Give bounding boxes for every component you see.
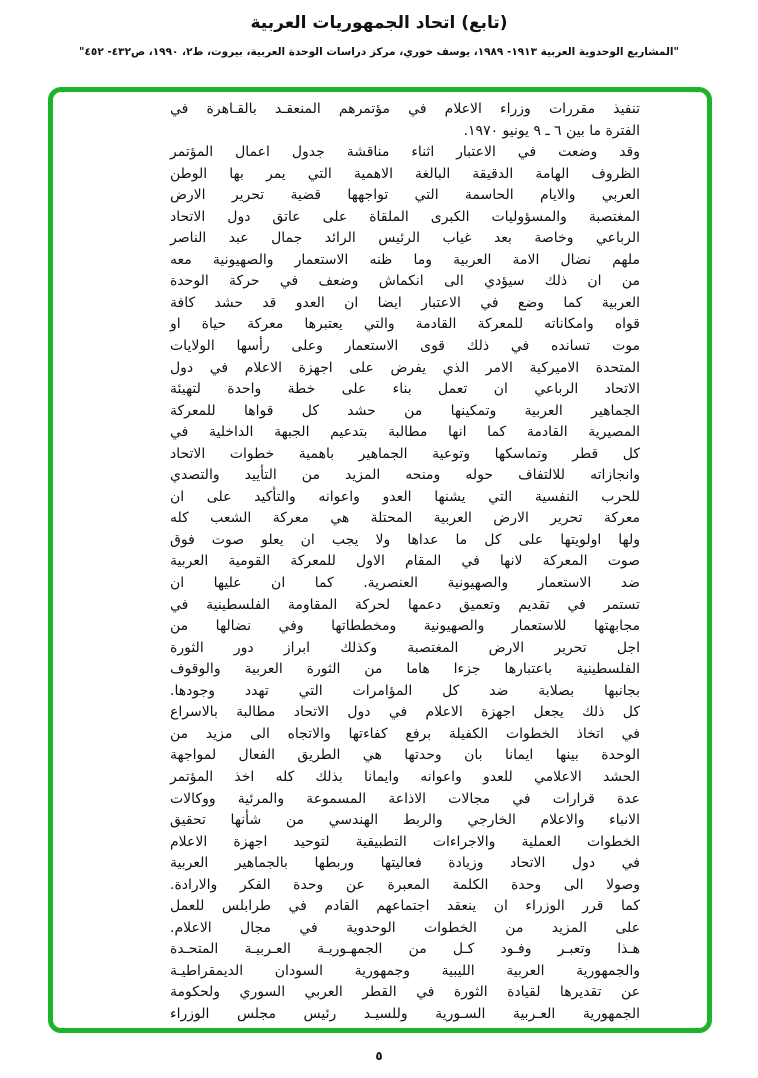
- text-line: الخطوات العملية والاجراءات التطبيقية لتوحيد اجهزة الاعلام: [170, 833, 640, 850]
- page-number: ٥: [375, 1049, 383, 1063]
- text-line: الحشد الاعلامي للعدو واعوانه وايمانا بذلك كله اخذ المؤتمر: [170, 768, 640, 785]
- text-line: بجانبها بصلابة ضد كل المؤامرات التي تهدد وجودها.: [170, 682, 640, 699]
- text-line: الجماهير العربية وتمكينها من حشد كل قواها للمعركة: [170, 402, 640, 419]
- text-line: معركة تحرير الارض العربية المحتلة هي معركة الشعب كله: [170, 510, 640, 527]
- text-line: تستمر في تقديم وتعميق دعمها لحركة المقاومة الفلسطينية في: [170, 596, 640, 613]
- text-line: وقد وضعت في الاعتبار اثناء مناقشة جدول اعمال المؤتمر: [170, 144, 640, 161]
- text-line: المتحدة الاميركية الامر الذي يفرض على اجهزة الاعلام في دول: [170, 359, 640, 376]
- body-text: [170, 99, 640, 1026]
- text-line: الفلسطينية باعتبارها جزءا هاما من الثورة العربية والوقوف: [170, 661, 640, 678]
- text-line: وانجازاته للالتفاف حوله ومنحه المزيد من التأييد والتصدي: [170, 467, 640, 484]
- text-line: صوت المعركة لانها في المقام الاول للمعركة القومية العربية: [170, 553, 640, 570]
- text-line: المصيرية القادمة كما انها مطالبة بتدعيم الجبهة الداخلية في: [170, 424, 640, 441]
- text-line: على المزيد من الخطوات الوحدوية في مجال الاعلام.: [170, 919, 640, 936]
- text-line: العربي والايام الحاسمة التي تواجهها قضية تحرير الارض: [170, 187, 640, 204]
- text-line: تنفيذ مقررات وزراء الاعلام في مؤتمرهم المنعقـد بالقـاهرة في: [170, 101, 640, 117]
- text-line: في اتخاذ الخطوات الكفيلة برفع كفاءتها والاتجاه الى مزيد من: [170, 725, 640, 742]
- text-line: عدة قرارات في مجالات الاذاعة المسموعة والمرئية ووكالات: [170, 790, 640, 807]
- text-line: ولها اولويتها على كل ما عداها ولا يجب ان يعلو صوت فوق: [170, 531, 640, 548]
- text-line: ملهم نضال الامة العربية وما ظنه الاستعمار والصهيونية معه: [170, 251, 640, 268]
- text-line: عن تقديرها لقيادة الثورة في القطر العربي السوري ولحكومة: [170, 984, 640, 1001]
- text-line: الجمهورية العـربية السـورية وللسيـد رئيس مجلس الوزراء: [170, 1005, 640, 1022]
- document-title: (تابع) اتحاد الجمهوريات العربية: [250, 13, 508, 33]
- text-line: والجمهورية العربية الليبية وجمهورية السودان الديمقراطيـة: [170, 962, 640, 979]
- text-line: كما قرر الوزراء ان ينعقد اجتماعهم القادم في طرابلس للعمل: [170, 898, 640, 915]
- text-line: الانباء والاعلام الخارجي والربط الهندسي من شأنها تحقيق: [170, 812, 640, 829]
- source-citation: "المشاريع الوحدوية العربية ١٩١٣- ١٩٨٩، يوسف خوري، مركز دراسات الوحدة العربية، بيروت، ط٢، ١٩٩٠، ص٤٣٢- ٤٥٢": [79, 46, 679, 58]
- text-line: الوحدة بينها ايمانا بان وحدتها هي الطريق الفعال لمواجهة: [170, 747, 640, 764]
- text-line: كل قطر وتماسكها وتوعية الجماهير باهمية خطوات الاتحاد: [170, 445, 640, 462]
- text-line: من ان ذلك سيؤدي الى انكماش وضعف في حركة الوحدة: [170, 273, 640, 290]
- text-line: كل ذلك يجعل اجهزة الاعلام في دول الاتحاد مطالبة بالاسراع: [170, 704, 640, 721]
- text-line: المغتصبة والمسؤوليات الكبرى الملقاة على عاتق دول الاتحاد: [170, 208, 640, 225]
- text-line: العربية كما وضع في الاعتبار ايضا ان العدو قد حشد كافة: [170, 294, 640, 311]
- text-line: الظروف الهامة الدقيقة البالغة الاهمية التي يمر بها الوطن: [170, 165, 640, 182]
- text-line: الاتحاد الرباعي ان تعمل بناء على خطة واحدة لتهيئة: [170, 381, 640, 398]
- text-line: هـذا وتعبـر وفـود كـل من الجمهـوريـة العـربيـة المتحـدة: [170, 941, 640, 958]
- text-line: الرباعي وخاصة بعد غياب الرئيس الرائد جمال عبد الناصر: [170, 230, 640, 247]
- text-line: اجل تحرير الارض المغتصبة وكذلك ابراز دور الثورة: [170, 639, 640, 656]
- text-line: ضد الاستعمار والصهيونية العنصرية. كما ان عليها ان: [170, 575, 640, 592]
- text-line: قواه وامكاناته للمعركة القادمة والتي يعتبرها معركة حياة او: [170, 316, 640, 333]
- text-line: للحرب النفسية التي يشنها العدو واعوانه والتأكيد على ان: [170, 488, 640, 505]
- text-line: موت تسانده في ذلك قوى الاستعمار وعلى رأسها الولايات: [170, 338, 640, 355]
- text-line: الفترة ما بين ٦ ـ ٩ يونيو ١٩٧٠.: [463, 122, 640, 139]
- text-line: مجابهتها للاستعمار والصهيونية ومخططاتها وفي نضالها من: [170, 618, 640, 635]
- text-line: وصولا الى وحدة الكلمة المعبرة عن وحدة الفكر والارادة.: [170, 876, 640, 893]
- text-line: في دول الاتحاد وزيادة فعاليتها وربطها بالجماهير العربية: [170, 855, 640, 872]
